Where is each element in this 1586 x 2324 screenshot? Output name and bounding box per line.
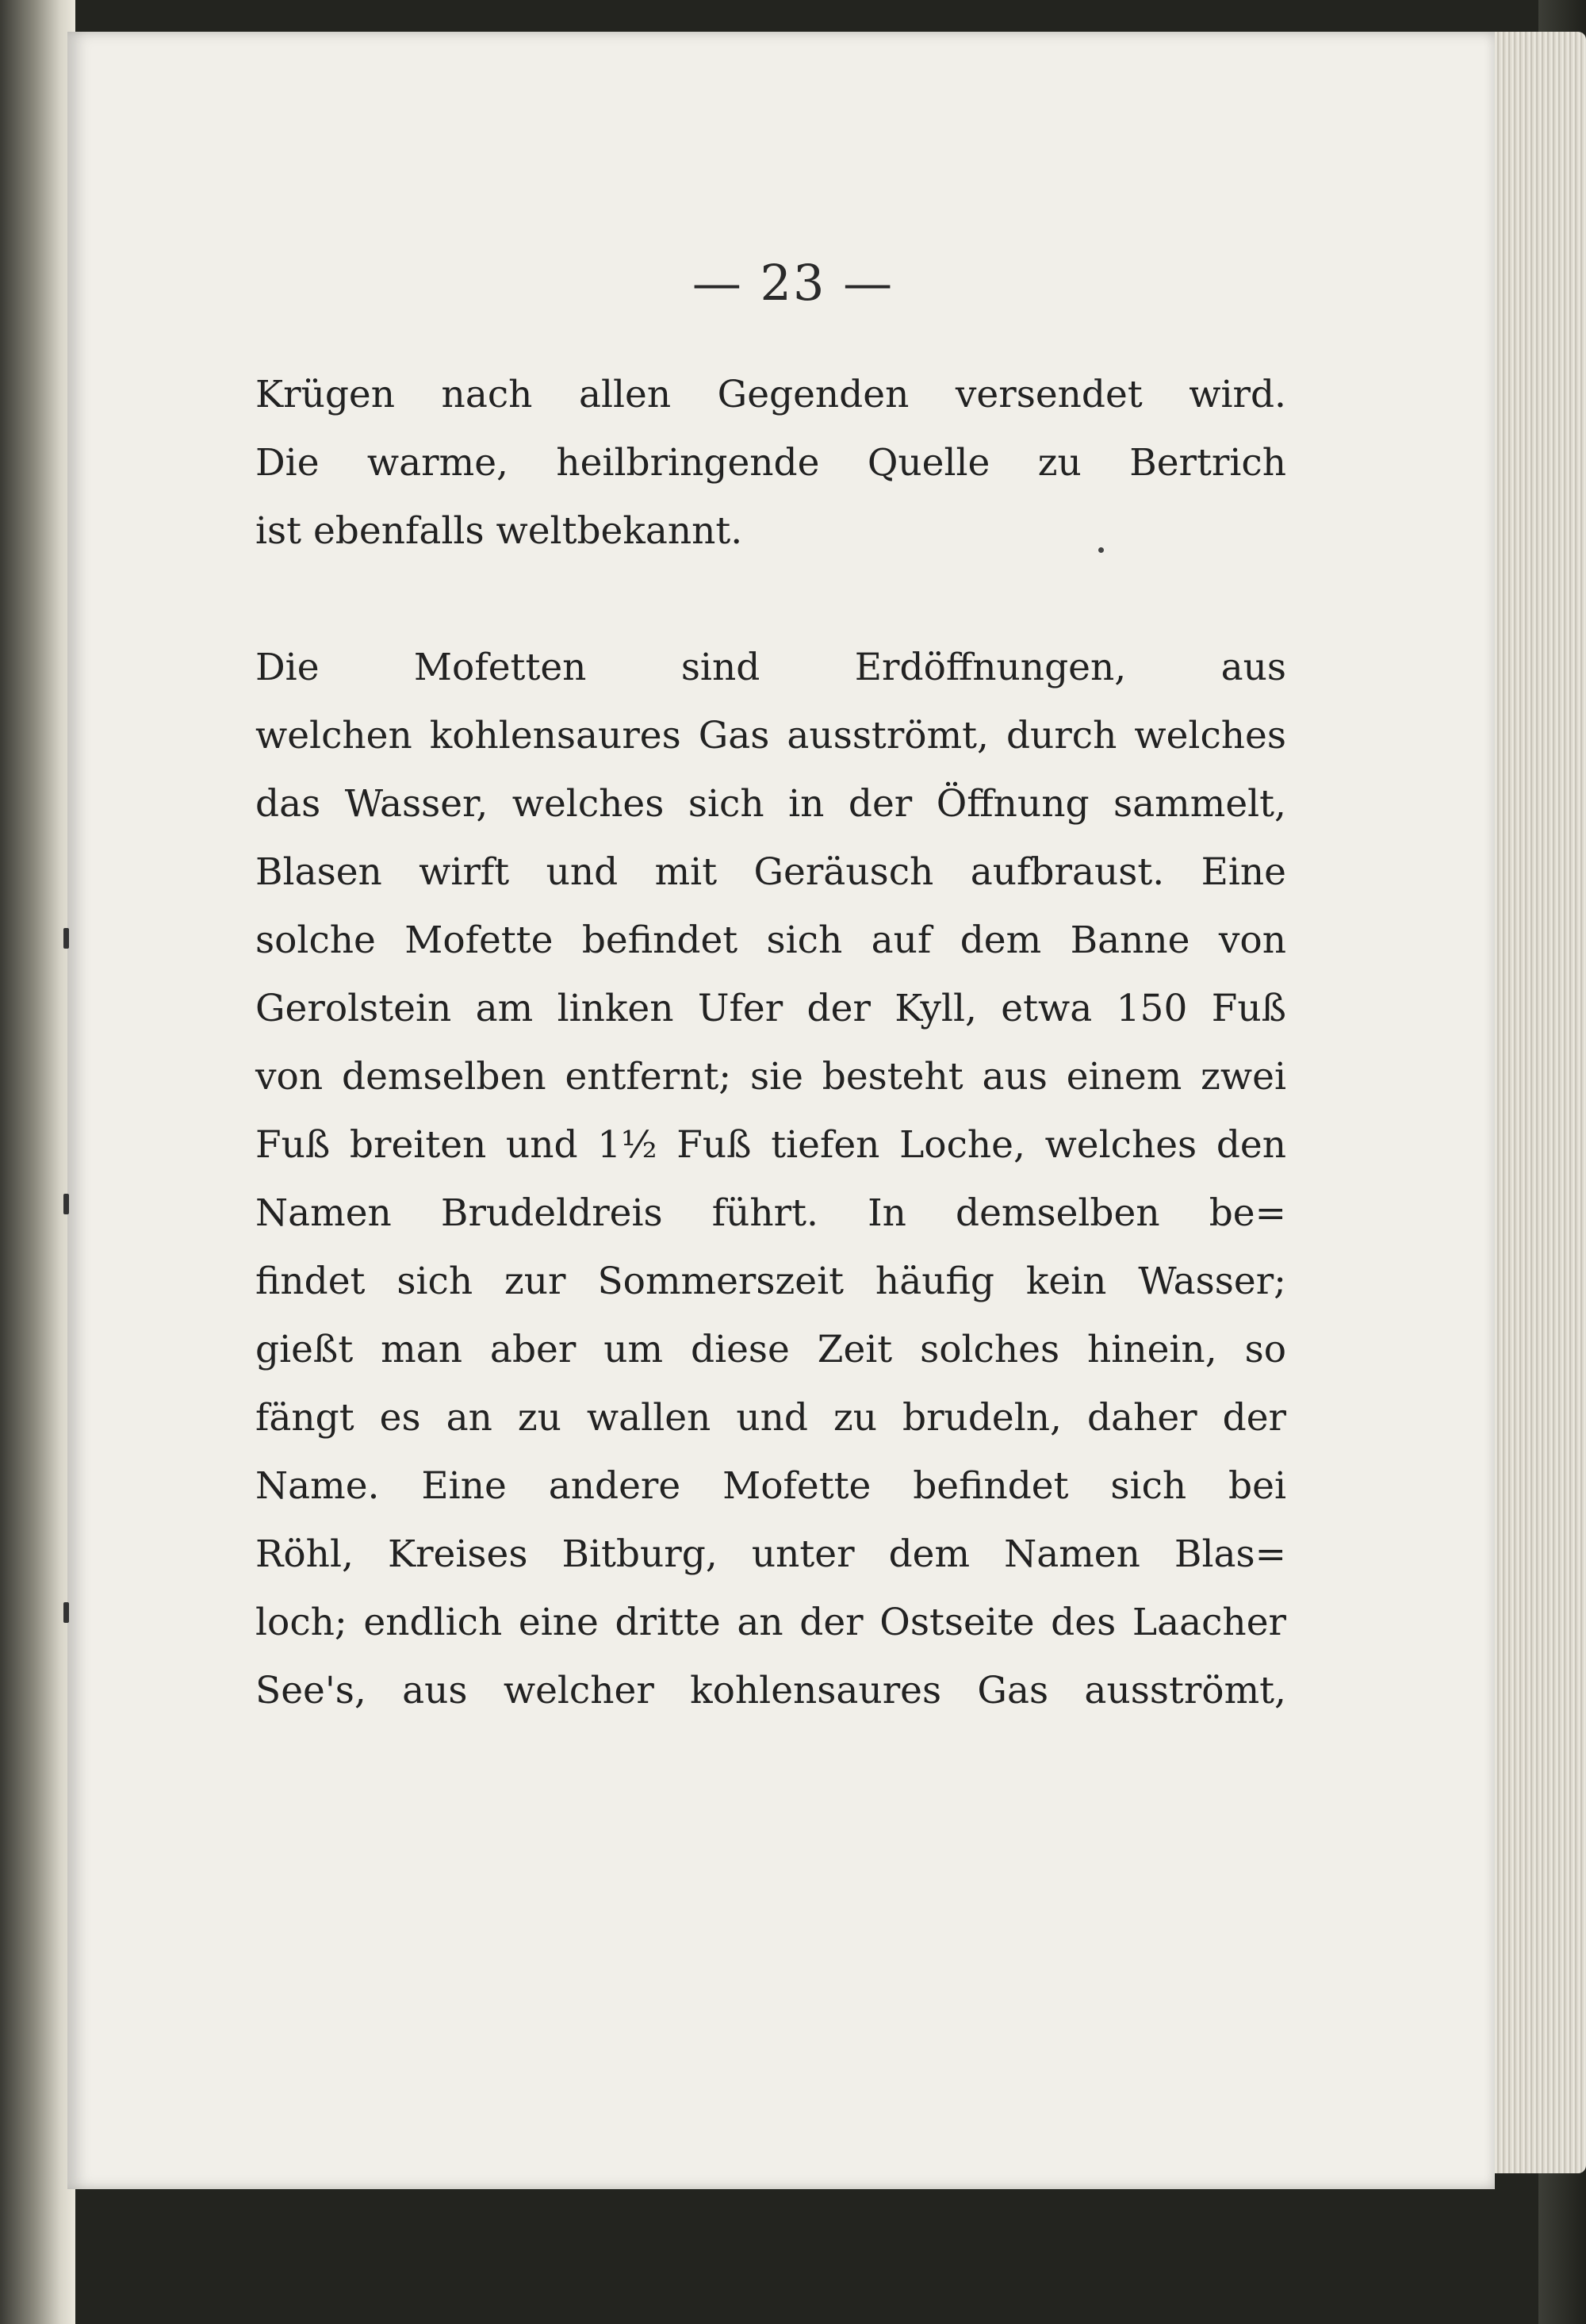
text-line: von demselben entfernt; sie besteht aus einem zwei (255, 1055, 1286, 1099)
text-line: loch; endlich eine dritte an der Ostseite des Laacher (255, 1601, 1286, 1644)
body-text (255, 361, 1286, 1725)
text-line: Blasen wirft und mit Geräusch aufbraust. Eine (255, 850, 1286, 894)
text-line: Gerolstein am linken Ufer der Kyll, etwa 150 Fuß (255, 987, 1286, 1030)
text-line: See's, aus welcher kohlensaures Gas ausströmt, (255, 1669, 1286, 1712)
text-line: Namen Brudeldreis führt. In demselben be= (255, 1191, 1286, 1235)
text-line: Name. Eine andere Mofette befindet sich bei (255, 1464, 1286, 1508)
text-line: fängt es an zu wallen und zu brudeln, daher der (255, 1396, 1286, 1440)
text-line: ist ebenfalls weltbekannt. (255, 509, 743, 553)
margin-mark (63, 928, 69, 949)
text-line: Die Mofetten sind Erdöffnungen, aus (255, 646, 1286, 689)
paragraph (255, 361, 1286, 566)
page-edges-stack (1483, 32, 1586, 2173)
page-number: — 23 — (691, 254, 895, 312)
text-line: solche Mofette befindet sich auf dem Banne von (255, 918, 1286, 962)
paragraph-gap (255, 566, 1286, 634)
margin-mark (63, 1194, 69, 1214)
paragraph (255, 634, 1286, 1725)
text-line: gießt man aber um diese Zeit solches hinein, so (255, 1328, 1286, 1371)
margin-mark (63, 1602, 69, 1623)
book-binding-left (0, 0, 75, 2324)
text-line: Krügen nach allen Gegenden versendet wird. (255, 373, 1286, 416)
text-line: welchen kohlensaures Gas ausströmt, durch welches (255, 714, 1286, 757)
text-line: Fuß breiten und 1½ Fuß tiefen Loche, welches den (255, 1123, 1286, 1167)
text-line: Röhl, Kreises Bitburg, unter dem Namen Blas= (255, 1532, 1286, 1576)
text-line: Die warme, heilbringende Quelle zu Bertrich (255, 441, 1286, 485)
text-line: das Wasser, welches sich in der Öffnung sammelt, (255, 782, 1286, 826)
text-line: findet sich zur Sommerszeit häufig kein Wasser; (255, 1260, 1286, 1303)
